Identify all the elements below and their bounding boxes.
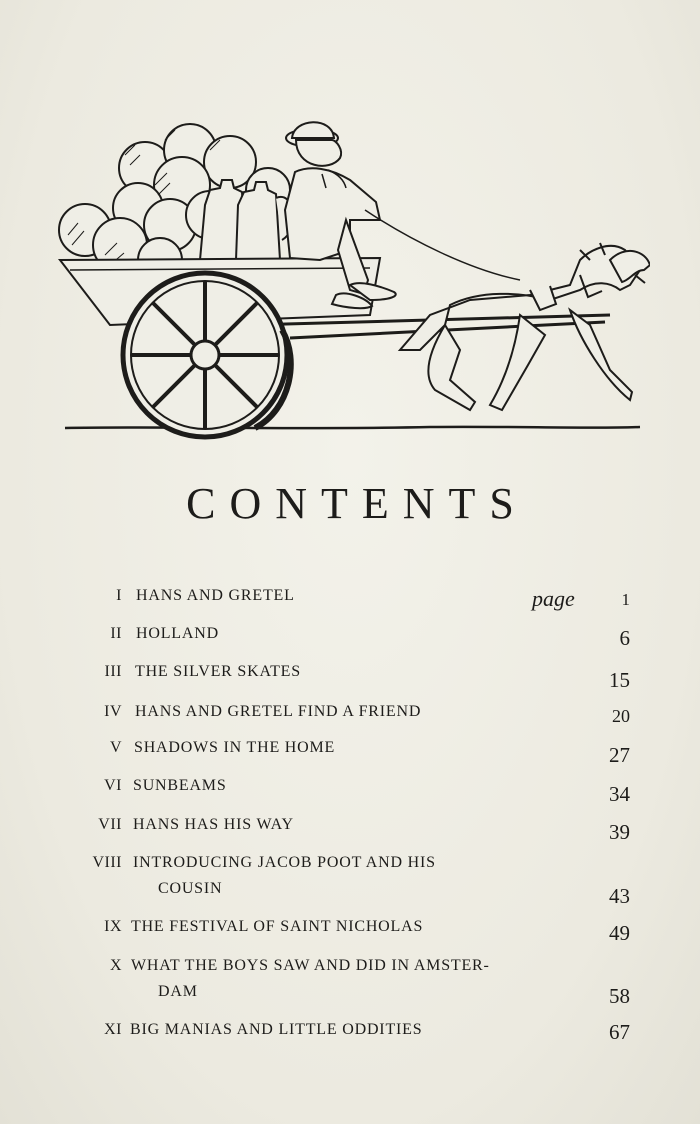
chapter-number: VII: [98, 816, 122, 833]
page-number: 43: [609, 884, 630, 908]
chapter-number: V: [109, 739, 122, 756]
chapter-title: BIG MANIAS AND LITTLE ODDITIES: [130, 1021, 423, 1038]
chapter-title: SHADOWS IN THE HOME: [134, 739, 336, 756]
chapter-number: III: [104, 663, 122, 680]
chapter-title: THE SILVER SKATES: [135, 663, 301, 680]
page-number: 6: [619, 626, 630, 650]
page-number: 15: [609, 668, 630, 692]
chapter-title-continued: DAM: [158, 983, 198, 1000]
chapter-number: IX: [104, 918, 122, 935]
chapter-number: II: [110, 625, 122, 642]
page-number: 49: [609, 921, 630, 945]
chapter-title: HANS AND GRETEL FIND A FRIEND: [135, 703, 422, 720]
page-number: 39: [609, 820, 630, 844]
chapter-title: HANS HAS HIS WAY: [133, 816, 294, 833]
page-column-label: page: [532, 586, 575, 611]
chapter-number: VI: [104, 777, 122, 794]
chapter-title: HOLLAND: [136, 625, 219, 642]
chapter-title: THE FESTIVAL OF SAINT NICHOLAS: [131, 918, 424, 935]
page-number: 67: [609, 1020, 630, 1044]
chapter-title: SUNBEAMS: [133, 777, 227, 794]
chapter-title-continued: COUSIN: [158, 880, 223, 897]
page-number: 1: [621, 590, 630, 609]
chapter-number: IV: [104, 703, 122, 720]
chapter-number: I: [116, 587, 122, 604]
page-number: 58: [609, 984, 630, 1008]
chapter-number: X: [109, 957, 122, 974]
chapter-title: HANS AND GRETEL: [136, 587, 295, 604]
chapter-title: WHAT THE BOYS SAW AND DID IN AMSTER-: [131, 957, 490, 974]
chapter-number: VIII: [92, 854, 122, 871]
chapter-title: INTRODUCING JACOB POOT AND HIS: [133, 854, 436, 871]
page-number: 34: [609, 782, 630, 806]
page-title: CONTENTS: [186, 479, 528, 528]
chapter-number: XI: [104, 1021, 122, 1038]
page-number: 20: [612, 706, 630, 726]
page-number: 27: [609, 743, 630, 767]
